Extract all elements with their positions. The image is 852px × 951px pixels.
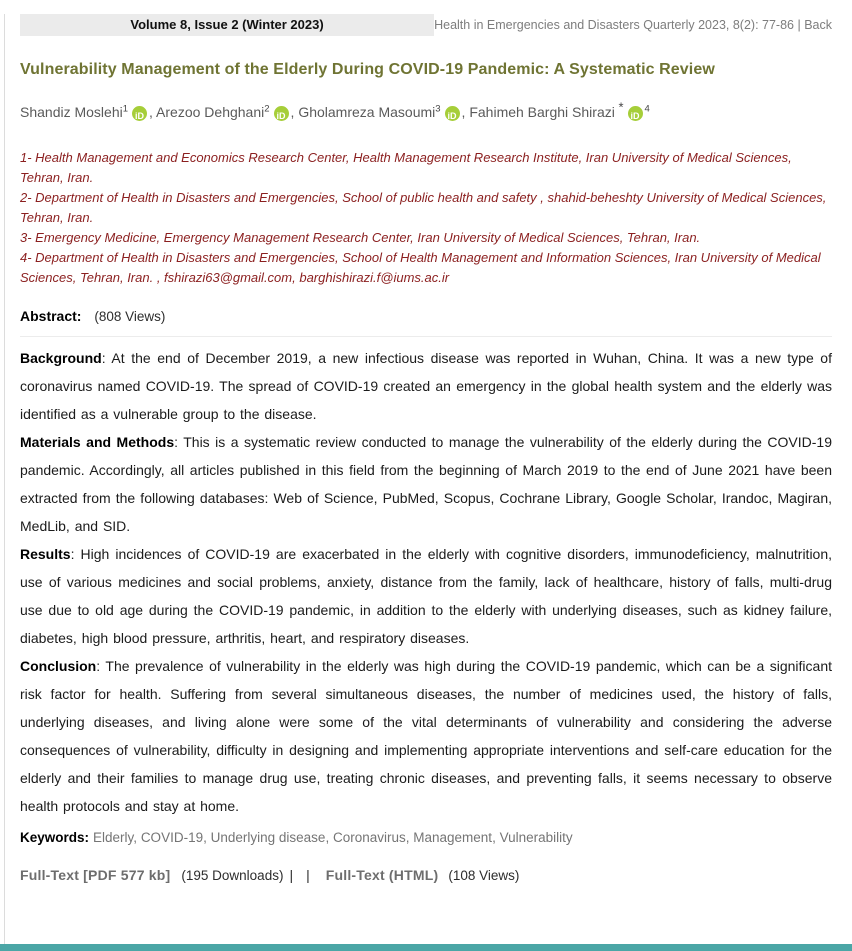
affiliations-block bbox=[20, 148, 832, 288]
section-background bbox=[20, 344, 832, 428]
section-text: At the end of December 2019, a new infectious disease was reported in Wuhan, China. It was a new type of coronavirus named COVID-19. The spread of COVID-19 created an emergency in the global health system and the elderly was identified as a vulnerable group to the disease. bbox=[20, 349, 832, 422]
abstract-label: Abstract: bbox=[20, 307, 82, 324]
author bbox=[156, 104, 298, 120]
section-text: This is a systematic review conducted to manage the vulnerability of the elderly during the COVID-19 pandemic. Accordingly, all articles published in this field from the beginning of March 2019 to the end of June 2021 have been extracted from the following databases: Web of Science, PubMed, Scopus, Cochrane Library, Google Scholar, Irandoc, Magiran, MedLib, and SID. bbox=[20, 433, 832, 534]
orcid-icon[interactable]: iD bbox=[132, 106, 147, 121]
back-link[interactable]: Back bbox=[804, 18, 832, 32]
section-text: The prevalence of vulnerability in the elderly was high during the COVID-19 pandemic, which can be a significant risk factor for health. Suffering from several simultaneous diseases, the number of medicines used, the history of falls, underlying diseases, and living alone were some of the vital determinants of vulnerability and considering the adverse consequences of vulnerability, difficulty in designing and implementing appropriate interventions and self-care education for the elderly and their families to manage drug use, treating chronic diseases, and preventing falls, it seems necessary to observe health protocols and stay at home. bbox=[20, 657, 833, 814]
section-results bbox=[20, 540, 832, 652]
author-separator: , bbox=[290, 103, 299, 120]
author-name-link[interactable]: Shandiz Moslehi bbox=[20, 103, 123, 120]
keyword-link[interactable]: Elderly bbox=[93, 829, 134, 845]
orcid-icon[interactable]: iD bbox=[445, 106, 460, 121]
abstract-divider bbox=[20, 336, 832, 337]
section-label: Materials and Methods bbox=[20, 433, 175, 450]
keyword-separator: , bbox=[405, 829, 414, 845]
keyword-separator: , bbox=[203, 829, 211, 845]
article-title: Vulnerability Management of the Elderly During COVID-19 Pandemic: A Systematic Review bbox=[20, 61, 715, 78]
author-separator: , bbox=[149, 103, 157, 120]
journal-citation: Health in Emergencies and Disasters Quarterly 2023, 8(2): 77-86 bbox=[434, 18, 794, 32]
fulltext-html-link[interactable]: Full-Text (HTML) bbox=[325, 866, 439, 883]
label-separator: : bbox=[96, 657, 106, 674]
affiliation-line: 4- Department of Health in Disasters and Emergencies, School of Health Management and Information Sciences, Iran University of Medical Sciences, Tehran, Iran. , fshirazi63@gmail.com, barghishirazi.f@iums.ac.ir bbox=[20, 249, 821, 285]
footer-teal-bar bbox=[0, 944, 852, 951]
issue-link[interactable]: Volume 8, Issue 2 (Winter 2023) bbox=[20, 14, 434, 36]
pdf-downloads-count: (195 Downloads) bbox=[181, 867, 284, 883]
keyword-link[interactable]: COVID-19 bbox=[140, 829, 204, 845]
section-label: Background bbox=[20, 349, 102, 366]
section-materials-methods bbox=[20, 428, 832, 540]
keyword-link[interactable]: Coronavirus bbox=[332, 829, 406, 845]
html-views-count: (108 Views) bbox=[448, 867, 520, 883]
section-conclusion bbox=[20, 652, 832, 820]
section-label: Conclusion bbox=[20, 657, 97, 674]
author-name-link[interactable]: Fahimeh Barghi Shirazi bbox=[469, 103, 615, 120]
label-separator: : bbox=[101, 349, 112, 366]
keyword-separator: , bbox=[325, 829, 333, 845]
keyword-link[interactable]: Vulnerability bbox=[499, 829, 573, 845]
keyword-link[interactable]: Underlying disease bbox=[210, 829, 326, 845]
keyword-separator: , bbox=[133, 829, 141, 845]
author-affiliation-number: 2 bbox=[264, 103, 270, 114]
journal-citation-bar bbox=[434, 14, 832, 36]
corresponding-author-star: * bbox=[614, 99, 624, 114]
affiliation-line: 3- Emergency Medicine, Emergency Management Research Center, Iran University of Medical Sciences, Tehran, Iran. bbox=[20, 229, 701, 245]
affiliation-line: 2- Department of Health in Disasters and Emergencies, School of public health and safety , shahid-beheshty University of Medical Sciences, Tehran, Iran. bbox=[20, 189, 827, 225]
author-name-link[interactable]: Gholamreza Masoumi bbox=[298, 103, 436, 120]
fulltext-separator: | bbox=[289, 866, 294, 883]
keywords-row bbox=[20, 830, 832, 845]
abstract-views-count: (808 Views) bbox=[94, 308, 166, 324]
issue-header bbox=[20, 14, 832, 36]
keyword-link[interactable]: Management bbox=[413, 829, 493, 845]
abstract-header bbox=[20, 308, 832, 324]
section-text: High incidences of COVID-19 are exacerbated in the elderly with cognitive disorders, immunodeficiency, malnutrition, use of various medicines and social problems, anxiety, distance from the family, lack of healthcare, history of falls, multi-drug use due to old age during the COVID-19 pandemic, in addition to the elderly with underlying diseases, such as kidney failure, diabetes, high blood pressure, arthritis, heart, and respiratory diseases. bbox=[20, 545, 833, 646]
author-name-link[interactable]: Arezoo Dehghani bbox=[156, 103, 265, 120]
fulltext-row bbox=[20, 867, 832, 883]
section-label: Results bbox=[20, 545, 71, 562]
citation-separator: | bbox=[794, 18, 805, 32]
authors-line bbox=[20, 99, 832, 121]
author bbox=[20, 104, 156, 120]
fulltext-separator: | bbox=[306, 866, 310, 883]
orcid-icon[interactable]: iD bbox=[274, 106, 289, 121]
affiliation-line: 1- Health Management and Economics Research Center, Health Management Research Institute, Iran University of Medical Sciences, Tehran, Iran. bbox=[20, 149, 792, 185]
label-separator: : bbox=[174, 433, 184, 450]
article-page bbox=[0, 14, 852, 883]
keyword-separator: , bbox=[492, 829, 500, 845]
author-affiliation-number: 3 bbox=[435, 103, 441, 114]
author-separator: , bbox=[461, 103, 470, 120]
fulltext-pdf-link[interactable]: Full-Text [PDF 577 kb] bbox=[20, 866, 171, 883]
orcid-icon[interactable]: iD bbox=[628, 106, 643, 121]
author-affiliation-number: 4 bbox=[644, 103, 650, 114]
label-separator: : bbox=[70, 545, 81, 562]
author-affiliation-number: 1 bbox=[122, 103, 129, 114]
abstract-body bbox=[20, 344, 832, 820]
keywords-label: Keywords: bbox=[20, 829, 90, 845]
author bbox=[298, 104, 469, 120]
author bbox=[469, 99, 650, 121]
